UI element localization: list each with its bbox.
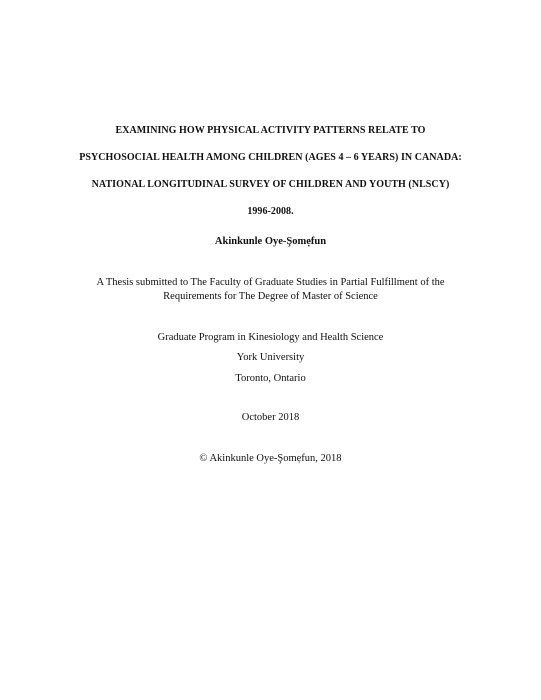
thesis-statement-line-1: A Thesis submitted to The Faculty of Graduate Studies in Partial Fulfillment of the — [96, 277, 445, 288]
title-line-3: NATIONAL LONGITUDINAL SURVEY OF CHILDREN AND YOUTH (NLSCY) — [91, 179, 450, 190]
copyright-notice: © Akinkunle Oye-Şomẹfun, 2018 — [199, 453, 342, 464]
title-line-2: PSYCHOSOCIAL HEALTH AMONG CHILDREN (AGES 4 – 6 YEARS) IN CANADA: — [79, 152, 462, 163]
title-line-1: EXAMINING HOW PHYSICAL ACTIVITY PATTERNS RELATE TO — [115, 125, 426, 136]
thesis-statement-line-2: Requirements for The Degree of Master of Science — [163, 291, 378, 302]
title-years: 1996-2008. — [247, 206, 294, 217]
submission-date: October 2018 — [241, 412, 300, 423]
university-location: Toronto, Ontario — [235, 373, 306, 384]
author-name: Akinkunle Oye-Şomẹfun — [214, 236, 327, 247]
university-name: York University — [236, 352, 305, 363]
graduate-program: Graduate Program in Kinesiology and Health Science — [157, 332, 384, 343]
